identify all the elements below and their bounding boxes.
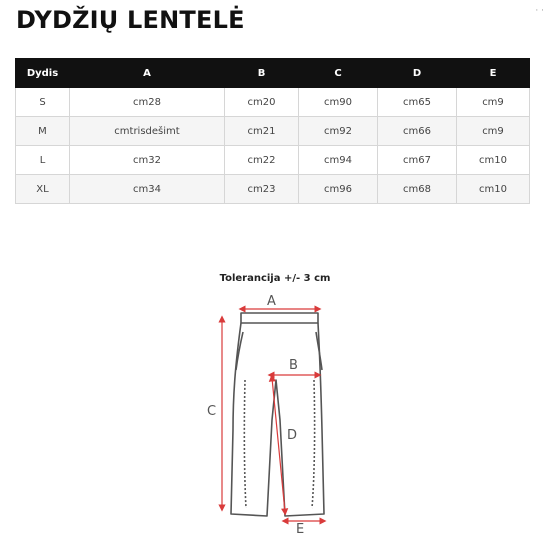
cell-b: cm20 bbox=[225, 88, 299, 117]
cell-a: cm28 bbox=[70, 88, 225, 117]
tolerance-note: Tolerancija +/- 3 cm bbox=[219, 273, 331, 284]
cell-e: cm10 bbox=[457, 175, 530, 204]
label-b: B bbox=[289, 358, 298, 373]
label-d: D bbox=[287, 428, 298, 443]
cell-e: cm9 bbox=[457, 117, 530, 146]
cell-c: cm92 bbox=[299, 117, 378, 146]
cell-c: cm90 bbox=[299, 88, 378, 117]
label-a: A bbox=[267, 294, 276, 309]
cell-size: XL bbox=[16, 175, 70, 204]
cell-a: cm34 bbox=[70, 175, 225, 204]
cell-a: cmtrisdešimt bbox=[70, 117, 225, 146]
corner-mark: · · bbox=[535, 6, 544, 16]
header-e: E bbox=[457, 59, 530, 88]
label-c: C bbox=[207, 404, 217, 419]
cell-c: cm96 bbox=[299, 175, 378, 204]
cell-size: L bbox=[16, 146, 70, 175]
cell-b: cm23 bbox=[225, 175, 299, 204]
cell-d: cm66 bbox=[378, 117, 457, 146]
cell-e: cm9 bbox=[457, 88, 530, 117]
cell-c: cm94 bbox=[299, 146, 378, 175]
cell-b: cm21 bbox=[225, 117, 299, 146]
cell-e: cm10 bbox=[457, 146, 530, 175]
cell-d: cm68 bbox=[378, 175, 457, 204]
header-b: B bbox=[225, 59, 299, 88]
header-d: D bbox=[378, 59, 457, 88]
header-c: C bbox=[299, 59, 378, 88]
header-a: A bbox=[70, 59, 225, 88]
cell-a: cm32 bbox=[70, 146, 225, 175]
header-size: Dydis bbox=[16, 59, 70, 88]
cell-size: S bbox=[16, 88, 70, 117]
page-title: DYDŽIŲ LENTELĖ bbox=[16, 6, 245, 34]
label-e: E bbox=[296, 522, 305, 537]
cell-d: cm67 bbox=[378, 146, 457, 175]
cell-b: cm22 bbox=[225, 146, 299, 175]
cell-size: M bbox=[16, 117, 70, 146]
cell-d: cm65 bbox=[378, 88, 457, 117]
pants-outline bbox=[231, 313, 324, 516]
